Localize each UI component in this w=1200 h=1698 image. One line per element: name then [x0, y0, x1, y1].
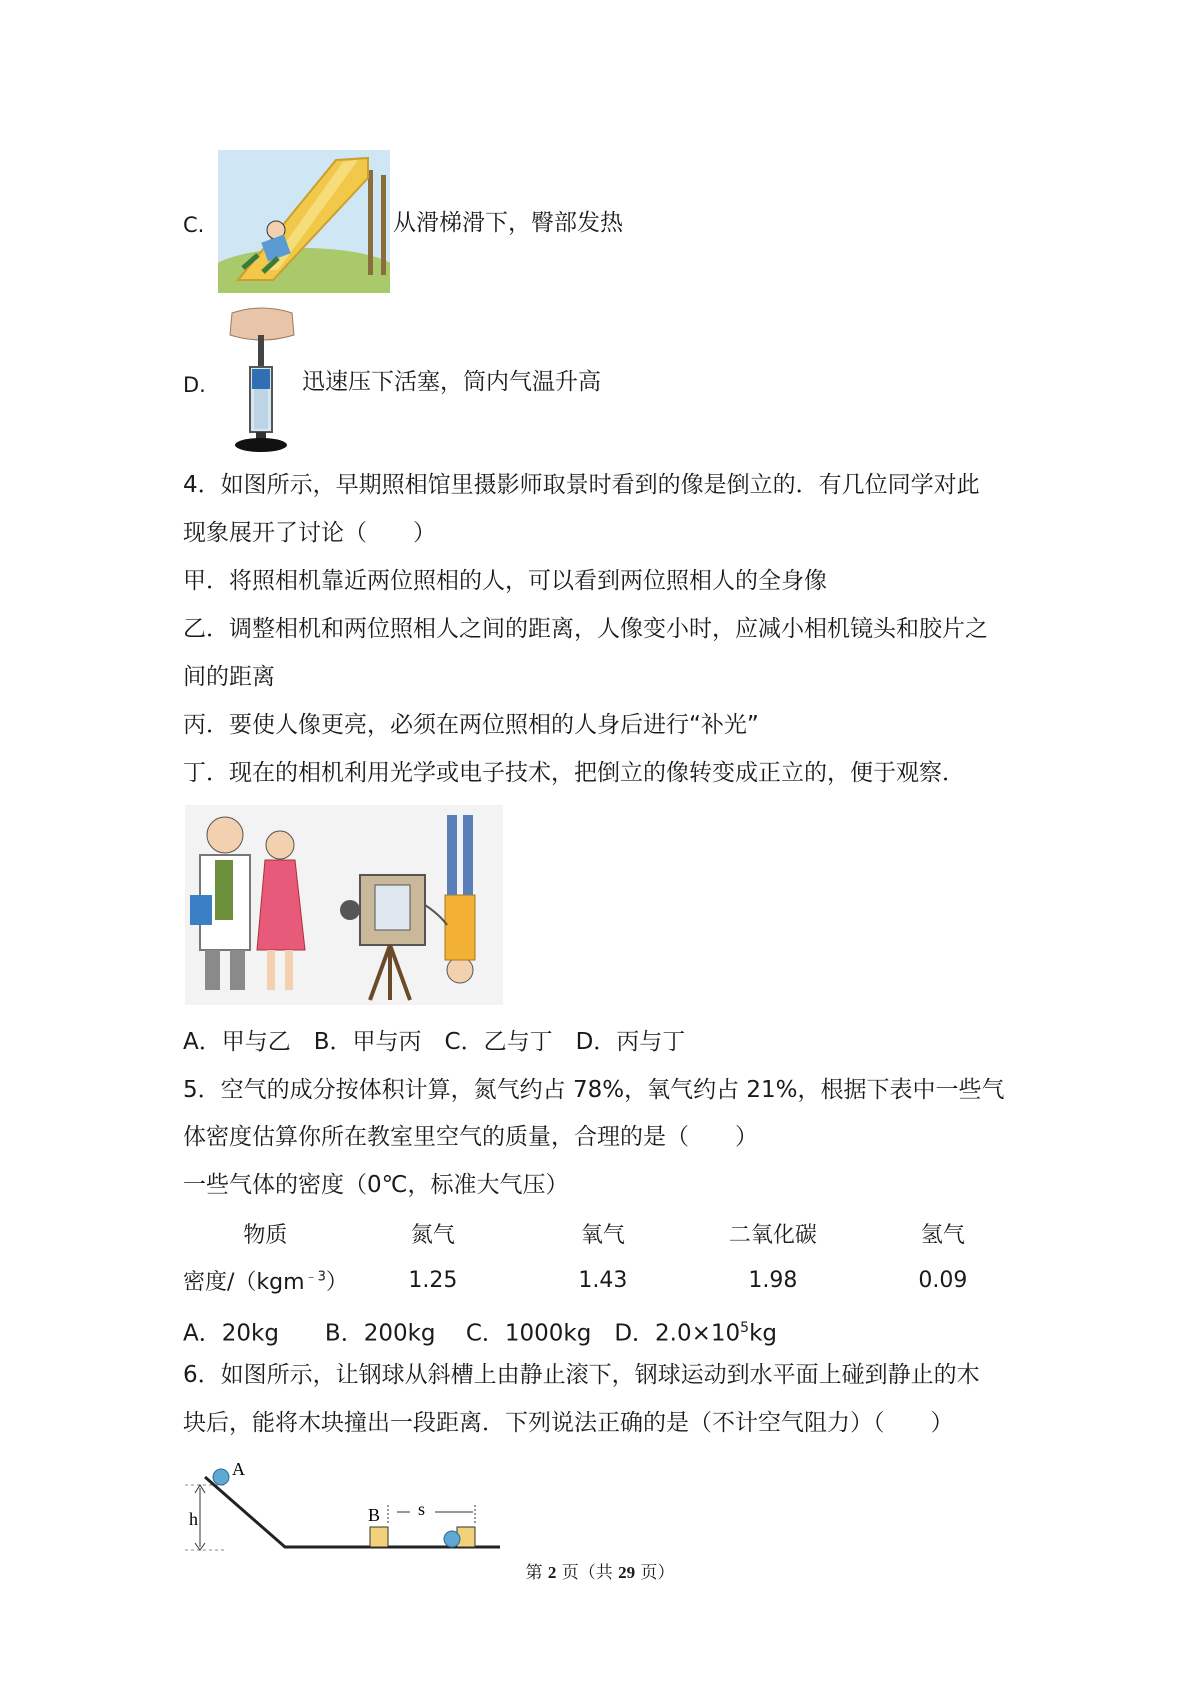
q6-stem-line2: 块后，能将木块撞出一段距离．下列说法正确的是（不计空气阻力）（ ）	[183, 1410, 954, 1436]
q4-stem-line2: 现象展开了讨论（ ）	[183, 520, 436, 546]
label-s: s	[418, 1499, 426, 1519]
gas-density-table	[183, 1210, 1028, 1304]
camera-illustration	[185, 805, 503, 1005]
q4-statement-yi-line1: 乙．调整相机和两位照相人之间的距离，人像变小时，应减小相机镜头和胶片之	[183, 616, 988, 642]
table-row	[183, 1210, 1028, 1257]
ramp-diagram	[185, 1455, 505, 1555]
table-cell: 0.09	[918, 1268, 968, 1293]
q4-statement-ding: 丁．现在的相机利用光学或电子技术，把倒立的像转变成正立的，便于观察．	[183, 760, 965, 786]
q4-stem-line1: 4．如图所示，早期照相馆里摄影师取景时看到的像是倒立的．有几位同学对此	[183, 472, 980, 498]
table-cell: 1.43	[578, 1268, 628, 1293]
q4-statement-bing: 丙．要使人像更亮，必须在两位照相的人身后进行“补光”	[183, 712, 759, 738]
table-row	[183, 1257, 1028, 1304]
label-b: B	[368, 1505, 381, 1525]
table-header-cell: 氧气	[580, 1223, 625, 1248]
q6-stem-line1: 6．如图所示，让钢球从斜槽上由静止滚下，钢球运动到水平面上碰到静止的木	[183, 1362, 980, 1388]
q5-stem-line2: 体密度估算你所在教室里空气的质量，合理的是（ ）	[183, 1124, 758, 1150]
table-header-cell: 物质	[243, 1223, 288, 1248]
label-a: A	[232, 1459, 245, 1479]
q4-choices: A．甲与乙 B．甲与丙 C．乙与丁 D．丙与丁	[183, 1029, 686, 1055]
q5-choices: A．20kg B．200kg C．1000kg D．$2.0\times 10^5kg$	[183, 1320, 778, 1347]
table-row-label: 密度/（kgm$^{﹣3}$）	[183, 1269, 348, 1295]
table-header-cell: 二氧化碳	[728, 1223, 817, 1248]
page-footer: 第 2 页（共 29 页）	[525, 1563, 675, 1583]
table-header-cell: 氢气	[920, 1223, 965, 1248]
table-header-cell: 氮气	[410, 1223, 455, 1248]
option-c-text: 从滑梯滑下，臀部发热	[393, 210, 623, 236]
label-h: h	[189, 1509, 198, 1529]
option-c-letter: C.	[183, 213, 205, 237]
q5-stem-line1: 5．空气的成分按体积计算，氮气约占 78%，氧气约占 21%，根据下表中一些气	[183, 1077, 1005, 1103]
table-cell: 1.98	[748, 1268, 798, 1293]
slide-illustration	[218, 150, 390, 293]
pump-illustration	[222, 305, 302, 455]
table-cell: 1.25	[408, 1268, 458, 1293]
option-d-text: 迅速压下活塞，筒内气温升高	[302, 369, 601, 395]
q4-statement-yi-line2: 间的距离	[183, 664, 275, 690]
option-d-letter: D.	[183, 373, 206, 397]
q4-statement-jia: 甲．将照相机靠近两位照相的人，可以看到两位照相人的全身像	[183, 568, 827, 594]
q5-table-caption: 一些气体的密度（0℃，标准大气压）	[183, 1172, 569, 1198]
